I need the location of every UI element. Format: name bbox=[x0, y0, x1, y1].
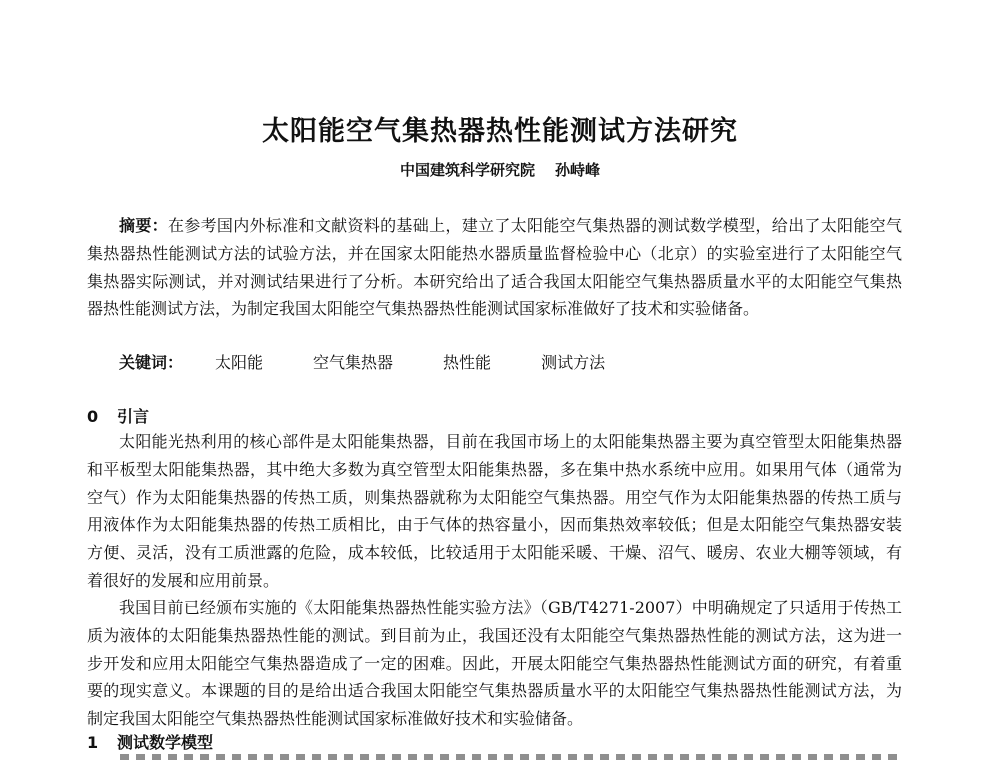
section-number: 1 bbox=[87, 733, 99, 752]
section-title: 测试数学模型 bbox=[117, 733, 214, 752]
section-number: 0 bbox=[87, 407, 99, 426]
keyword-item: 热性能 bbox=[443, 353, 492, 372]
author-name: 孙峙峰 bbox=[555, 161, 601, 179]
section-heading-introduction bbox=[87, 404, 149, 430]
section-heading-test-model bbox=[87, 730, 213, 756]
intro-paragraph-1: 太阳能光热利用的核心部件是太阳能集热器，目前在我国市场上的太阳能集热器主要为真空管型太阳能集热器和平板型太阳能集热器，其中绝大多数为真空管型太阳能集热器，多在集中热水系统中应用。如果用气体（通常为空气）作为太阳能集热器的传热工质，则集热器就称为太阳能空气集热器。用空气作为太阳能集热器的传热工质与用液体作为太阳能集热器的传热工质相比，由于气体的热容量小，因而集热效率较低；但是太阳能空气集热器安装方便、灵活，没有工质泄露的危险，成本较低，比较适用于太阳能采暖、干燥、沼气、暖房、农业大棚等领域，有着很好的发展和应用前景。 bbox=[87, 432, 902, 590]
intro-paragraph-2: 我国目前已经颁布实施的《太阳能集热器热性能实验方法》（GB/T4271-2007）中明确规定了只适用于传热工质为液体的太阳能集热器热性能的测试。到目前为止，我国还没有太阳能空气集热器热性能的测试方法，这为进一步开发和应用太阳能空气集热器造成了一定的困难。因此，开展太阳能空气集热器热性能测试方面的研究，有着重要的现实意义。本课题的目的是给出适合我国太阳能空气集热器质量水平的太阳能空气集热器热性能测试方法，为制定我国太阳能空气集热器热性能测试国家标准做好技术和实验储备。 bbox=[87, 598, 902, 729]
abstract-label: 摘要： bbox=[119, 216, 168, 235]
author-line bbox=[0, 158, 1000, 182]
author-institution: 中国建筑科学研究院 bbox=[399, 161, 535, 179]
abstract-text: 在参考国内外标准和文献资料的基础上，建立了太阳能空气集热器的测试数学模型，给出了太阳能空气集热器热性能测试方法的试验方法，并在国家太阳能热水器质量监督检验中心（北京）的实验室进行了太阳能空气集热器实际测试，并对测试结果进行了分析。本研究给出了适合我国太阳能空气集热器质量水平的太阳能空气集热器热性能测试方法，为制定我国太阳能空气集热器热性能测试国家标准做好了技术和实验储备。 bbox=[87, 216, 902, 319]
keywords-line bbox=[87, 349, 902, 377]
cut-off-text-line bbox=[120, 754, 900, 760]
keyword-item: 测试方法 bbox=[541, 353, 606, 372]
keywords-label: 关键词： bbox=[119, 353, 184, 372]
section-title: 引言 bbox=[117, 407, 150, 426]
keyword-item: 空气集热器 bbox=[313, 353, 394, 372]
keyword-item: 太阳能 bbox=[215, 353, 264, 372]
abstract-paragraph bbox=[87, 212, 902, 323]
paper-title: 太阳能空气集热器热性能测试方法研究 bbox=[262, 116, 738, 147]
